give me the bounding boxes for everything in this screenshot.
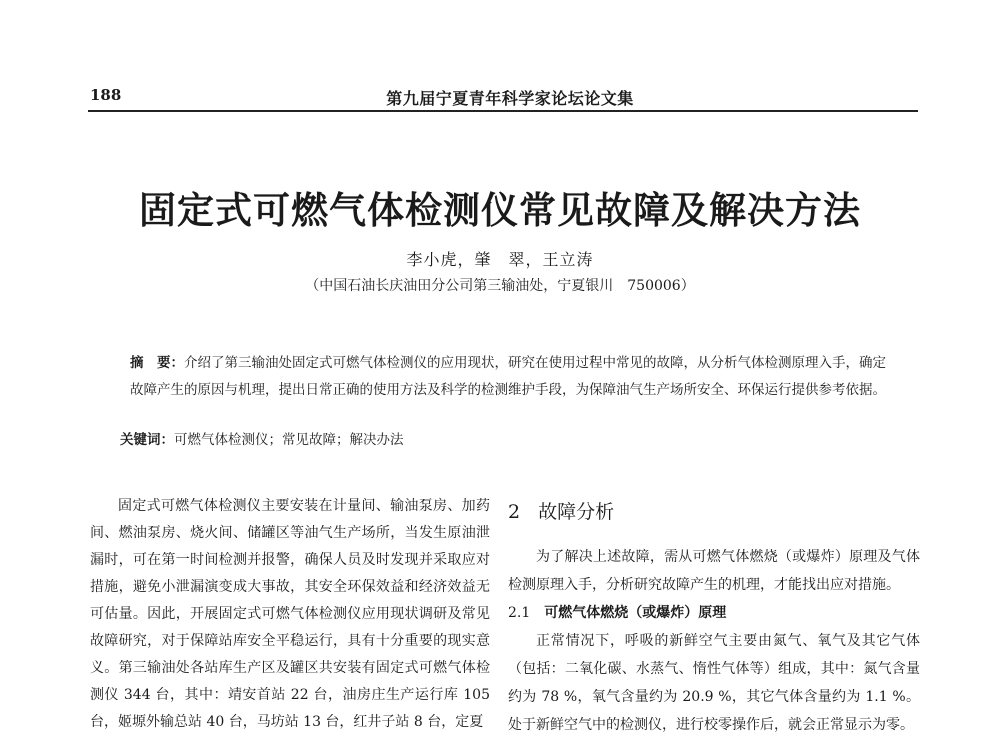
left-column [90, 493, 490, 736]
section-heading [508, 497, 614, 524]
section-title: 故障分析 [538, 501, 615, 523]
intro-paragraph: 固定式可燃气体检测仪主要安装在计量间、输油泵房、加药间、燃油泵房、烧火间、储罐区等油气生产场所，当发生原油泄漏时，可在第一时间检测并报警，确保人员及时发现并采取应对措施，避免小泄漏演变成大事故，其安全环保效益和经济效益无可估量。因此，开展固定式可燃气体检测仪应用现状调研及常见故障研究，对于保障站库安全平稳运行，具有十分重要的现实意义。第三输油处各站库生产区及罐区共安装有固定式可燃气体检测仪 344 台，其中：靖安首站 22 台，油房庄生产运行库 105 台，姬塬外输总站 40 台，马坊站 13 台，红井子站 8 台，定夏 [90, 498, 490, 730]
subsection-heading [508, 599, 920, 627]
running-title: 第九届宁夏青年科学家论坛论文集 [386, 89, 634, 108]
affiliation: （中国石油长庆油田分公司第三输油处，宁夏银川 750006） [305, 278, 695, 294]
section-number: 2 [508, 501, 521, 523]
keywords-label: 关键词： [120, 432, 174, 448]
analysis-paragraph: 为了解决上述故障，需从可燃气体燃烧（或爆炸）原理及气体检测原理入手，分析研究故障产生的机理，才能找出应对措施。 [508, 549, 920, 593]
keywords-text: 可燃气体检测仪；常见故障；解决办法 [174, 432, 404, 448]
header-rule [88, 110, 918, 112]
page-number: 188 [90, 86, 122, 104]
abstract-label: 摘 要： [130, 355, 184, 371]
subsection-number: 2.1 [508, 605, 531, 621]
right-column [508, 543, 920, 739]
abstract [130, 350, 890, 404]
keywords [120, 428, 880, 448]
subsection-title: 可燃气体燃烧（或爆炸）原理 [544, 605, 727, 621]
paper-title: 固定式可燃气体检测仪常见故障及解决方法 [139, 188, 861, 232]
abstract-text: 介绍了第三输油处固定式可燃气体检测仪的应用现状，研究在使用过程中常见的故障，从分析气体检测原理入手，确定故障产生的原因与机理，提出日常正确的使用方法及科学的检测维护手段，为保障油气生产场所安全、环保运行提供参考依据。 [130, 355, 886, 398]
principle-paragraph: 正常情况下，呼吸的新鲜空气主要由氮气、氧气及其它气体（包括：二氧化碳、水蒸气、惰性气体等）组成，其中：氮气含量约为 78 %，氧气含量约为 20.9 %，其它气体含量约为 1.1 %。处于新鲜空气中的检测仪，进行校零操作后，就会正常显示为零。 [508, 633, 920, 733]
authors: 李小虎，肇 翠，王立涛 [406, 250, 594, 269]
